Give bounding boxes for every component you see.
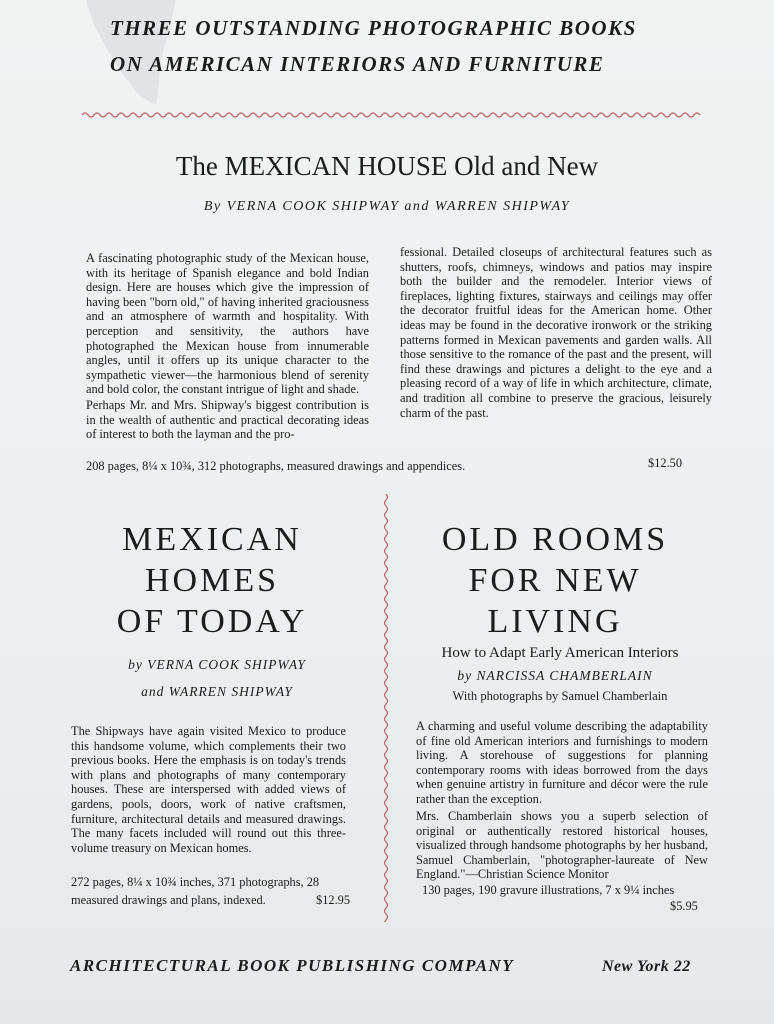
book3-title-line2: FOR NEW [468, 562, 642, 599]
book2-title-line1: MEXICAN [122, 521, 302, 558]
book1-description-col1-cont: Perhaps Mr. and Mrs. Shipway's biggest contribution is in the wealth of authentic and practical decorating ideas of interest to both the layman and the pro- [86, 398, 369, 442]
book2-title-line2: HOMES [144, 562, 280, 599]
publisher-name: ARCHITECTURAL BOOK PUBLISHING COMPANY [70, 956, 515, 975]
book1-title: The MEXICAN HOUSE Old and New [175, 151, 599, 181]
book2-title-line3: OF TODAY [116, 603, 308, 640]
book3-description-1: A charming and useful volume describing the adaptability of fine old American interiors and furnishings to modern living. A storehouse of suggestions for planning contemporary rooms with ideas borrowed from the days when genuine artistry in furniture and décor were the rule rather than the exception. [416, 719, 708, 806]
book3-title-line1: OLD ROOMS [441, 521, 669, 558]
book3-description-2: Mrs. Chamberlain shows you a superb selection of original or authentically restored historical houses, visualized through handsome photographs by her husband, Samuel Chamberlain, "photographer-laureate of New England."—Christian Science Monitor [416, 809, 708, 882]
book2-price: $12.95 [316, 893, 351, 907]
book3-photo-credit: With photographs by Samuel Chamberlain [452, 689, 668, 703]
book3-specs: 130 pages, 190 gravure illustrations, 7 x 9¼ inches [422, 883, 675, 897]
book2-byline-2: and WARREN SHIPWAY [141, 684, 293, 699]
header-line-2: ON AMERICAN INTERIORS AND FURNITURE [110, 52, 605, 76]
book1-description-col2: fessional. Detailed closeups of architectural features such as shutters, roofs, chimneys, windows and patios may inspire both the builder and the remodeler. Interior views of fireplaces, lighting fixtures, stairways and ceilings may offer the decorator fruitful ideas for the American home. Other ideas may be found in the decorative ironwork or the striking patterns formed in Mexican pavements and garden walls. All those sensitive to the romance of the past and the present, will find these drawings and pictures a delight to the eye and a pleasing record of a way of life in which architecture, climate, and tradition all combine to preserve the gracious, leisurely charm of the past. [400, 245, 712, 420]
publisher-city: New York 22 [602, 958, 691, 975]
book3-title-line3: LIVING [487, 603, 623, 640]
book2-specs-line1: 272 pages, 8¼ x 10¾ inches, 371 photographs, 28 [71, 875, 320, 889]
book1-description-col1: A fascinating photographic study of the Mexican house, with its heritage of Spanish elegance and bold Indian design. Here are houses which give the impression of having been "born old," of having inherited graciousness and an atmosphere of warmth and hospitality. With perception and sensitivity, the authors have photographed the Mexican house from innumerable angles, until it offers up its unique character to the sympathetic viewer—the harmonious blend of serenity and bold color, the constant intrigue of light and shade. [86, 251, 369, 397]
wavy-rule [82, 110, 702, 120]
book3-subtitle: How to Adapt Early American Interiors [441, 645, 679, 661]
book2-byline-1: by VERNA COOK SHIPWAY [128, 657, 306, 672]
header-line-1: THREE OUTSTANDING PHOTOGRAPHIC BOOKS [110, 16, 637, 40]
book2-description: The Shipways have again visited Mexico to produce this handsome volume, which complements their two previous books. Here the emphasis is on today's trends with plans and photographs of many contemporary houses. These are interspersed with added views of gardens, pools, doors, work of native craftsmen, furniture, architectural details and measured drawings. The many facets included will round out this three-volume treasury on Mexican homes. [71, 724, 346, 855]
book2-specs-line2: measured drawings and plans, indexed. [71, 893, 266, 907]
book1-specs: 208 pages, 8¼ x 10¾, 312 photographs, measured drawings and appendices. [86, 459, 466, 473]
book3-price: $5.95 [670, 899, 698, 913]
book1-price: $12.50 [648, 456, 683, 470]
column-divider [380, 494, 392, 922]
book1-byline: By VERNA COOK SHIPWAY and WARREN SHIPWAY [203, 199, 571, 214]
book3-byline: by NARCISSA CHAMBERLAIN [457, 668, 653, 683]
